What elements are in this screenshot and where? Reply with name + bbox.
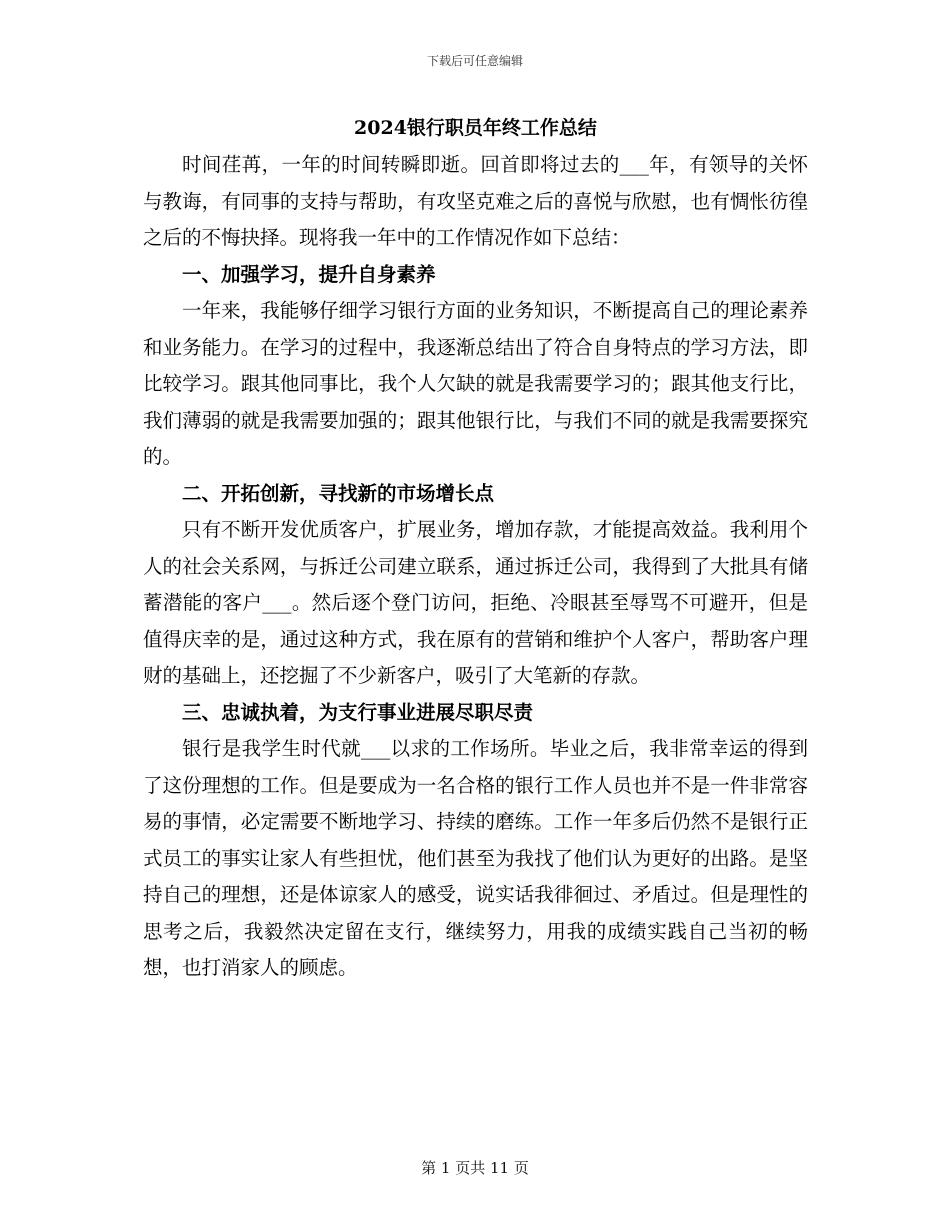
- intro-paragraph: 时间荏苒，一年的时间转瞬即逝。回首即将过去的___年，有领导的关怀与教诲，有同事的支持与帮助，有攻坚克难之后的喜悦与欣慰，也有惆怅彷徨之后的不悔抉择。现将我一年中的工作情况作如下总结：: [143, 153, 808, 249]
- section-body-3: 银行是我学生时代就___以求的工作场所。毕业之后，我非常幸运的得到了这份理想的工作。但是要成为一名合格的银行工作人员也并不是一件非常容易的事情，必定需要不断地学习、持续的磨练。工作一年多后仍然不是银行正式员工的事实让家人有些担忧，他们甚至为我找了他们认为更好的出路。是坚持自己的理想，还是体谅家人的感受，说实话我徘徊过、矛盾过。但是理性的思考之后，我毅然决定留在支行，继续努力，用我的成绩实践自己当初的畅想，也打消家人的顾虑。: [143, 737, 808, 979]
- section-heading-1: 一、加强学习，提升自身素养: [182, 262, 436, 286]
- section-body-1: 一年来，我能够仔细学习银行方面的业务知识，不断提高自己的理论素养和业务能力。在学习的过程中，我逐渐总结出了符合自身特点的学习方法，即比较学习。跟其他同事比，我个人欠缺的就是我需要学习的；跟其他支行比，我们薄弱的就是我需要加强的；跟其他银行比，与我们不同的就是我需要探究的。: [143, 299, 808, 468]
- document-body: [143, 115, 808, 987]
- section-heading-2: 二、开拓创新，寻找新的市场增长点: [182, 481, 495, 505]
- document-title: 2024银行职员年终工作总结: [354, 117, 597, 139]
- section-heading-3: 三、忠诚执着，为支行事业进展尽职尽责: [182, 700, 534, 724]
- header-note: 下载后可任意编辑: [426, 54, 523, 68]
- page-number-footer: 第 1 页共 11 页: [421, 1159, 529, 1177]
- section-body-2: 只有不断开发优质客户，扩展业务，增加存款，才能提高效益。我利用个人的社会关系网，与拆迁公司建立联系，通过拆迁公司，我得到了大批具有储蓄潜能的客户___。然后逐个登门访问，拒绝、冷眼甚至辱骂不可避开，但是值得庆幸的是，通过这种方式，我在原有的营销和维护个人客户，帮助客户理财的基础上，还挖掘了不少新客户，吸引了大笔新的存款。: [143, 518, 808, 687]
